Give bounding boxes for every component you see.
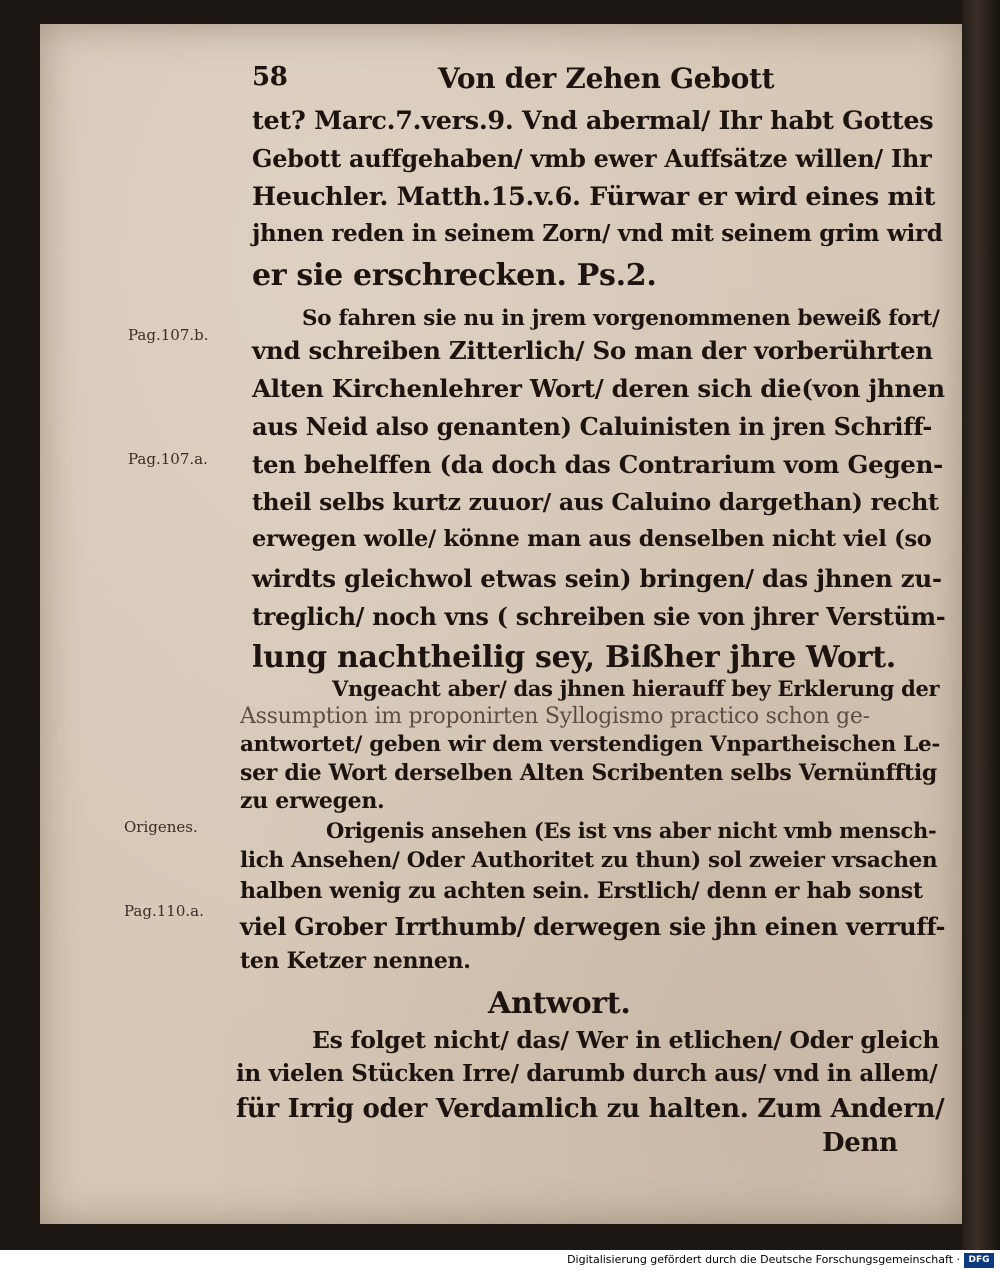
margin-note: Pag.110.a. [124, 902, 204, 920]
margin-note: Pag.107.a. [128, 450, 208, 468]
text-line: erwegen wolle/ könne man aus denselben nicht viel (so [252, 526, 932, 552]
margin-note: Origenes. [124, 818, 198, 836]
text-line: wirdts gleichwol etwas sein) bringen/ das jhnen zu- [252, 564, 942, 593]
running-title: Von der Zehen Gebott [438, 62, 775, 95]
dfg-logo: DFG [964, 1253, 994, 1268]
book-edge [962, 0, 1000, 1250]
text-line: halben wenig zu achten sein. Erstlich/ denn er hab sonst [240, 878, 923, 904]
text-line: theil selbs kurtz zuuor/ aus Caluino dargethan) recht [252, 488, 939, 516]
text-line: für Irrig oder Verdamlich zu halten. Zum Andern/ [236, 1094, 945, 1124]
text-line: Heuchler. Matth.15.v.6. Fürwar er wird eines mit [252, 182, 936, 212]
text-line: zu erwegen. [240, 788, 385, 814]
text-line: Gebott auffgehaben/ vmb ewer Auffsätze willen/ Ihr [252, 144, 932, 173]
text-line: Vngeacht aber/ das jhnen hierauff bey Erklerung der [332, 676, 940, 701]
funding-credit: Digitalisierung gefördert durch die Deutsche Forschungsgemeinschaft · [567, 1253, 960, 1266]
text-line: in vielen Stücken Irre/ darumb durch aus/ vnd in allem/ [236, 1060, 938, 1087]
text-line: Alten Kirchenlehrer Wort/ deren sich die(von jhnen [252, 374, 945, 403]
catchword: Denn [822, 1128, 898, 1158]
margin-note: Pag.107.b. [128, 326, 209, 344]
text-line: tet? Marc.7.vers.9. Vnd abermal/ Ihr habt Gottes [252, 106, 934, 136]
text-line: ten behelffen (da doch das Contrarium vom Gegen- [252, 450, 943, 479]
text-line: antwortet/ geben wir dem verstendigen Vnpartheischen Le- [240, 732, 940, 757]
text-line: lich Ansehen/ Oder Authoritet zu thun) sol zweier vrsachen [240, 848, 938, 873]
text-line: Es folget nicht/ das/ Wer in etlichen/ Oder gleich [312, 1026, 940, 1054]
text-line: Assumption im proponirten Syllogismo practico schon ge- [240, 704, 870, 729]
text-line: treglich/ noch vns ( schreiben sie von jhrer Verstüm- [252, 602, 946, 631]
text-line: Origenis ansehen (Es ist vns aber nicht vmb mensch- [326, 818, 937, 843]
text-line: jhnen reden in seinem Zorn/ vnd mit seinem grim wird [252, 220, 943, 247]
section-heading: Antwort. [488, 986, 631, 1021]
text-line: ser die Wort derselben Alten Scribenten selbs Vernünfftig [240, 760, 937, 786]
text-line: er sie erschrecken. Ps.2. [252, 258, 657, 293]
text-line: viel Grober Irrthumb/ derwegen sie jhn einen verruff- [240, 912, 946, 941]
text-line: aus Neid also genanten) Caluinisten in jren Schriff- [252, 412, 933, 441]
text-line: lung nachtheilig sey, Bißher jhre Wort. [252, 640, 896, 675]
text-line: So fahren sie nu in jrem vorgenommenen beweiß fort/ [302, 306, 940, 331]
footer-bar [0, 1250, 1000, 1272]
document-page [40, 24, 962, 1224]
text-line: ten Ketzer nennen. [240, 948, 471, 974]
text-line: vnd schreiben Zitterlich/ So man der vorberührten [252, 336, 933, 365]
page-number: 58 [252, 62, 288, 92]
